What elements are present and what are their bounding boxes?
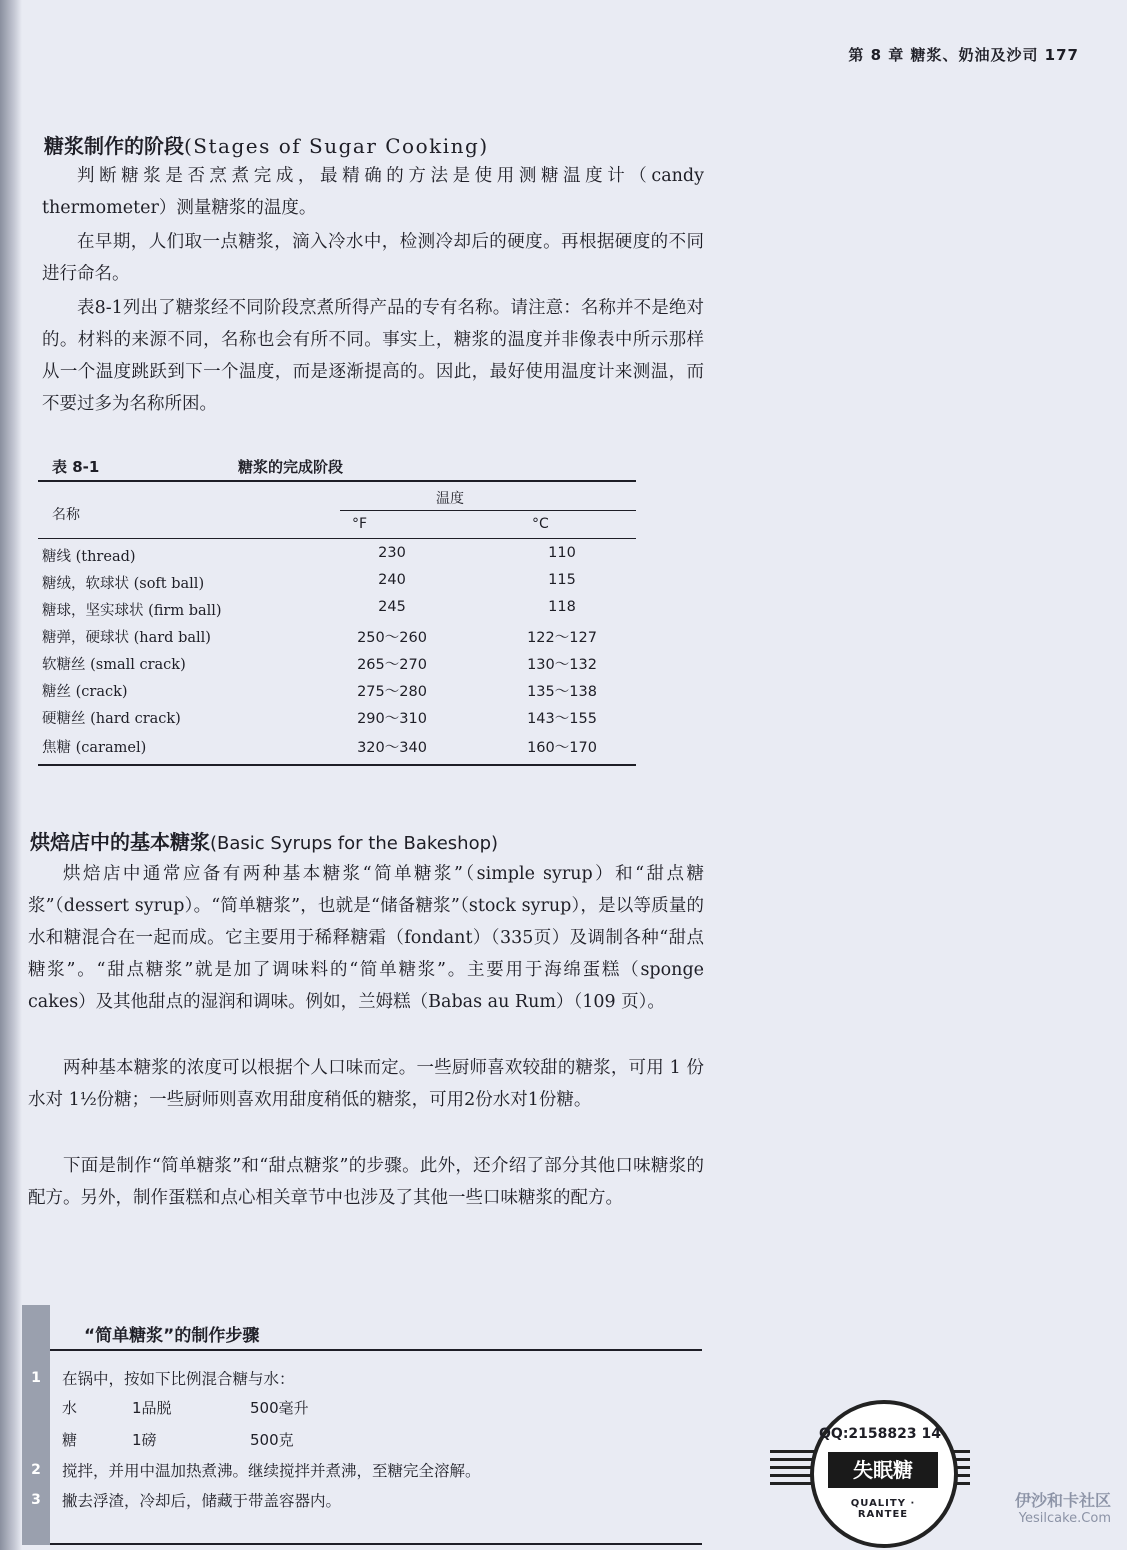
procedure-step: 撇去浮渣，冷却后，储藏于带盖容器内。 [62,1492,342,1510]
table-row: 糖弹，硬球状 (hard ball) 250～260 122～127 [42,630,597,646]
table-title: 糖浆的完成阶段 [238,458,344,476]
table-row: 糖球，坚实球状 (firm ball) 245 118 [42,599,576,619]
watermark-line2: Yesilcake.Com [1018,1511,1111,1526]
paragraph: 在早期，人们取一点糖浆，滴入冷水中，检测冷却后的硬度。再根据硬度的不同进行命名。 [42,232,704,284]
table-number: 表 8-1 [52,458,100,476]
table-row: 硬糖丝 (hard crack) 290～310 143～155 [42,711,597,727]
paragraph: 下面是制作“简单糖浆”和“甜点糖浆”的步骤。此外，还介绍了部分其他口味糖浆的配方。另外，制作蛋糕和点心相关章节中也涉及了其他一些口味糖浆的配方。 [28,1156,704,1208]
site-watermark [1015,1488,1111,1526]
table-row: 糖线 (thread) 230 110 [42,545,576,565]
procedure-title-rule [50,1349,702,1351]
section-title-en: (Stages of Sugar Cooking) [184,134,489,158]
step-number: 1 [31,1370,41,1386]
watermark-line1: 伊沙和卡社区 [1014,1491,1111,1510]
table-head-rule [38,538,636,539]
section-title-zh: 烘焙店中的基本糖浆 [30,830,210,854]
stamp-qq-text: QQ:2158823 14 [819,1426,941,1442]
procedure-bottom-rule [50,1543,702,1545]
section-title-en: (Basic Syrups for the Bakeshop) [210,833,499,854]
table-row: 焦糖 (caramel) 320～340 160～170 [42,740,597,756]
table-row: 糖绒，软球状 (soft ball) 240 115 [42,572,576,592]
mix-item: 水 [62,1399,78,1417]
table-col-f: °F [352,516,368,532]
stamp-name: 失眠糖 [828,1452,938,1488]
section-title-zh: 糖浆制作的阶段 [44,134,184,158]
paragraph: 表8-1列出了糖浆经不同阶段烹煮所得产品的专有名称。请注意：名称并不是绝对的。材料的来源不同，名称也会有所不同。事实上，糖浆的温度并非像表中所示那样从一个温度跳跃到下一个温度，而是逐渐提高的。因此，最好使用温度计来测温，而不要过多为名称所困。 [42,298,704,414]
table-top-rule [38,480,636,482]
procedure-title: “简单糖浆”的制作步骤 [84,1326,260,1346]
step-number: 2 [31,1462,41,1478]
section-title-basic-syrups [30,826,498,855]
paragraph: 烘焙店中通常应备有两种基本糖浆“简单糖浆”（simple syrup）和“甜点糖浆”（dessert syrup）。“简单糖浆”，也就是“储备糖浆”（stock syrup），是以等质量的水和糖混合在一起而成。它主要用于稀释糖霜（fondant）（335页）及调制各种“甜点糖浆”。“甜点糖浆”就是加了调味料的“简单糖浆”。主要用于海绵蛋糕（sponge cakes）及其他甜点的湿润和调味。例如，兰姆糕（Babas au Rum）（109 页）。 [28,864,704,1012]
mix-us: 1磅 [132,1431,157,1449]
mix-item: 糖 [62,1431,78,1449]
table-bottom-rule [38,764,636,766]
table-col-c: °C [532,516,549,532]
stamp-tagline: QUALITY · RANTEE [850,1498,916,1520]
procedure-box [22,1305,702,1545]
step-number: 3 [31,1492,41,1508]
paragraph: 判断糖浆是否烹煮完成，最精确的方法是使用测糖温度计（candy thermometer）测量糖浆的温度。 [42,166,704,218]
table-col-temp: 温度 [436,491,464,507]
table-temp-rule [340,510,636,511]
book-gutter [0,0,22,1550]
section-title-stages [44,130,489,159]
procedure-side-bar [22,1305,50,1545]
table-row: 软糖丝 (small crack) 265～270 130～132 [42,657,597,673]
mix-us: 1品脱 [132,1399,172,1417]
mix-metric: 500毫升 [250,1399,309,1417]
procedure-step: 搅拌，并用中温加热煮沸。继续搅拌并煮沸，至糖完全溶解。 [62,1462,481,1480]
postmark-stamp [770,1400,970,1550]
table-row: 糖丝 (crack) 275～280 135～138 [42,684,597,700]
procedure-step: 在锅中，按如下比例混合糖与水： [62,1370,295,1388]
paragraph: 两种基本糖浆的浓度可以根据个人口味而定。一些厨师喜欢较甜的糖浆，可用 1 份水对 1½份糖；一些厨师则喜欢用甜度稍低的糖浆，可用2份水对1份糖。 [28,1058,704,1110]
running-head: 第 8 章 糖浆、奶油及沙司 177 [848,46,1079,64]
mix-metric: 500克 [250,1431,294,1449]
table-col-name: 名称 [52,507,80,523]
